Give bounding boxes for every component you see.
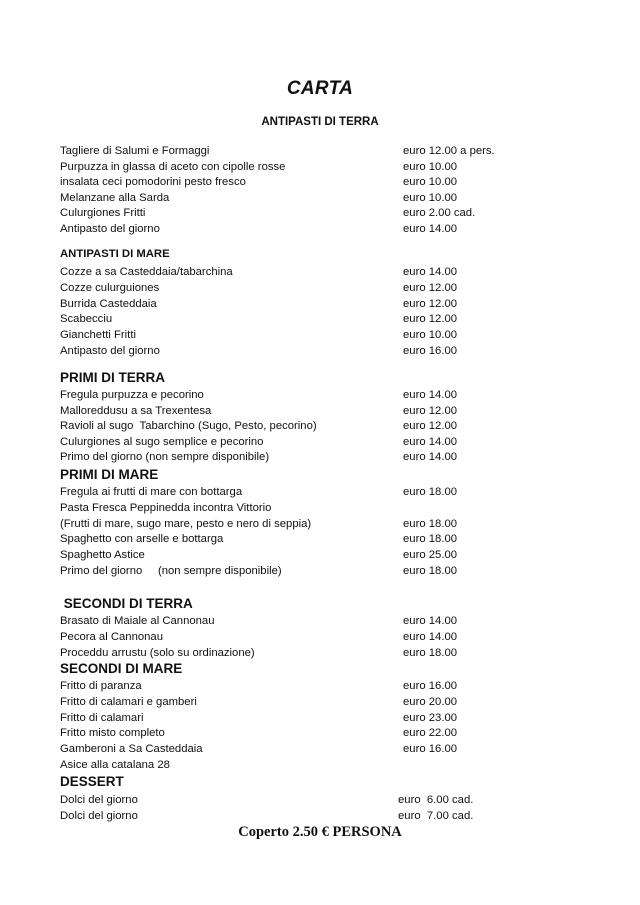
menu-item-row <box>60 547 580 563</box>
menu-item-row <box>60 434 580 450</box>
menu-item-row <box>60 563 580 579</box>
menu-item-row <box>60 516 580 532</box>
menu-item-price: euro 18.00 <box>403 517 458 530</box>
menu-item-row <box>60 808 580 824</box>
menu-item-price: euro 22.00 <box>403 727 458 740</box>
menu-item-name: Primo del giorno (non sempre disponibile) <box>60 451 270 464</box>
menu-item-price: euro 14.00 <box>403 615 458 627</box>
menu-item-price: euro 25.00 <box>403 549 458 562</box>
menu-item-price: euro 14.00 <box>403 630 458 643</box>
menu-item-row <box>60 645 580 661</box>
menu-item-price: euro 12.00 a pers. <box>403 145 495 157</box>
menu-item-price: euro 12.00 <box>403 281 458 294</box>
section-heading-antipasti-terra: ANTIPASTI DI TERRA <box>261 116 379 128</box>
menu-item-name: Antipasto del giorno <box>60 223 160 235</box>
menu-item-row <box>60 449 580 465</box>
menu-item-name: Culurgiones al sugo semplice e pecorino <box>60 435 264 448</box>
menu-item-price: euro 18.00 <box>403 533 458 546</box>
menu-item-name: Fritto di calamari e gamberi <box>60 695 197 708</box>
menu-item-row <box>60 403 580 419</box>
menu-item-price: euro 14.00 <box>403 389 458 401</box>
menu-item-price: euro 10.00 <box>403 160 458 173</box>
menu-item-price: euro 10.00 <box>403 329 458 342</box>
menu-item-price: euro 14.00 <box>403 435 458 448</box>
menu-item-row <box>60 792 580 808</box>
section-heading-secondi-mare: SECONDI DI MARE <box>60 661 183 676</box>
menu-item-row <box>60 280 580 296</box>
menu-item-name: Antipasto del giorno <box>60 345 160 357</box>
menu-item-price: euro 18.00 <box>403 646 458 659</box>
menu-item-row <box>60 159 580 175</box>
menu-item-name: Fritto di calamari <box>60 711 144 724</box>
section-heading-antipasti-mare: ANTIPASTI DI MARE <box>60 248 170 260</box>
menu-item-name: insalata ceci pomodorini pesto fresco <box>60 176 246 189</box>
menu-item-price: euro 16.00 <box>403 680 458 692</box>
menu-item-name: Ravioli al sugo Tabarchino (Sugo, Pesto, pecorino) <box>60 420 317 433</box>
menu-title: CARTA <box>286 78 354 99</box>
menu-item-row <box>60 221 580 237</box>
menu-item-price: euro 14.00 <box>403 266 458 278</box>
section-heading-primi-mare: PRIMI DI MARE <box>60 467 159 482</box>
menu-item-name: Proceddu arrustu (solo su ordinazione) <box>60 646 255 659</box>
menu-item-name: Fregula purpuzza e pecorino <box>60 389 204 401</box>
menu-item-name: Cozze culurguiones <box>60 281 160 294</box>
menu-item-row <box>60 327 580 343</box>
menu-item-price: euro 18.00 <box>403 565 458 577</box>
menu-item-name: Cozze a sa Casteddaia/tabarchina <box>60 266 233 278</box>
menu-item-name: (Frutti di mare, sugo mare, pesto e nero di seppia) <box>60 517 312 530</box>
menu-item-name: Primo del giorno (non sempre disponibile) <box>60 565 282 577</box>
menu-item-name: Brasato di Maiale al Cannonau <box>60 615 215 627</box>
menu-item-name: Melanzane alla Sarda <box>60 191 170 204</box>
section-heading-dessert: DESSERT <box>60 774 124 789</box>
menu-item-price: euro 12.00 <box>403 313 458 326</box>
menu-item-name: Burrida Casteddaia <box>60 297 157 310</box>
menu-item-price: euro 6.00 cad. <box>398 794 474 806</box>
menu-item-row <box>60 311 580 327</box>
menu-item-name: Asice alla catalana 28 <box>60 759 170 771</box>
menu-item-row <box>60 725 580 741</box>
menu-item-row <box>60 343 580 359</box>
menu-item-name: Scabecciu <box>60 313 113 326</box>
menu-item-name: Purpuzza in glassa di aceto con cipolle rosse <box>60 160 286 173</box>
menu-item-row <box>60 190 580 206</box>
menu-item-name: Tagliere di Salumi e Formaggi <box>60 145 210 157</box>
menu-item-name: Malloreddusu a sa Trexentesa <box>60 404 212 417</box>
menu-item-price: euro 18.00 <box>403 486 458 498</box>
menu-item-row <box>60 264 580 280</box>
menu-item-name: Culurgiones Fritti <box>60 207 146 220</box>
menu-item-row <box>60 205 580 221</box>
menu-item-name: Dolci del giorno <box>60 794 138 806</box>
menu-item-row <box>60 741 580 757</box>
menu-item-row <box>60 418 580 434</box>
menu-item-price: euro 16.00 <box>403 743 458 756</box>
menu-item-row <box>60 694 580 710</box>
menu-item-name: Fregula ai frutti di mare con bottarga <box>60 486 243 498</box>
menu-item-price: euro 10.00 <box>403 176 458 189</box>
menu-item-price: euro 12.00 <box>403 404 458 417</box>
menu-item-price: euro 12.00 <box>403 420 458 433</box>
menu-item-row <box>60 629 580 645</box>
menu-item-price: euro 7.00 cad. <box>398 809 474 822</box>
menu-item-row <box>60 710 580 726</box>
menu-item-price: euro 10.00 <box>403 191 458 204</box>
menu-item-price: euro 23.00 <box>403 711 458 724</box>
menu-item-price: euro 2.00 cad. <box>403 207 476 220</box>
menu-item-price: euro 14.00 <box>403 223 458 235</box>
menu-item-price: euro 20.00 <box>403 695 458 708</box>
menu-item-name: Spaghetto Astice <box>60 549 145 562</box>
menu-item-price: euro 14.00 <box>403 451 458 464</box>
menu-item-name: Gianchetti Fritti <box>60 329 136 342</box>
menu-item-row <box>60 174 580 190</box>
cover-charge-footer: Coperto 2.50 € PERSONA <box>238 824 402 840</box>
menu-item-row <box>60 296 580 312</box>
menu-item-row <box>60 500 580 516</box>
section-heading-secondi-terra: SECONDI DI TERRA <box>60 596 193 611</box>
menu-item-row <box>60 613 580 629</box>
menu-item-name: Fritto di paranza <box>60 680 142 692</box>
menu-item-row <box>60 387 580 403</box>
menu-item-name: Dolci del giorno <box>60 809 138 822</box>
menu-item-row <box>60 531 580 547</box>
section-heading-primi-terra: PRIMI DI TERRA <box>60 370 166 385</box>
menu-item-name: Pasta Fresca Peppinedda incontra Vittorio <box>60 501 272 514</box>
menu-item-name: Pecora al Cannonau <box>60 630 164 643</box>
menu-item-row <box>60 678 580 694</box>
menu-item-price: euro 16.00 <box>403 345 458 357</box>
menu-item-price: euro 12.00 <box>403 297 458 310</box>
menu-item-row <box>60 757 580 773</box>
menu-item-row <box>60 484 580 500</box>
menu-item-name: Fritto misto completo <box>60 727 165 740</box>
menu-item-name: Gamberoni a Sa Casteddaia <box>60 743 203 756</box>
menu-item-name: Spaghetto con arselle e bottarga <box>60 533 224 546</box>
menu-item-row <box>60 143 580 159</box>
